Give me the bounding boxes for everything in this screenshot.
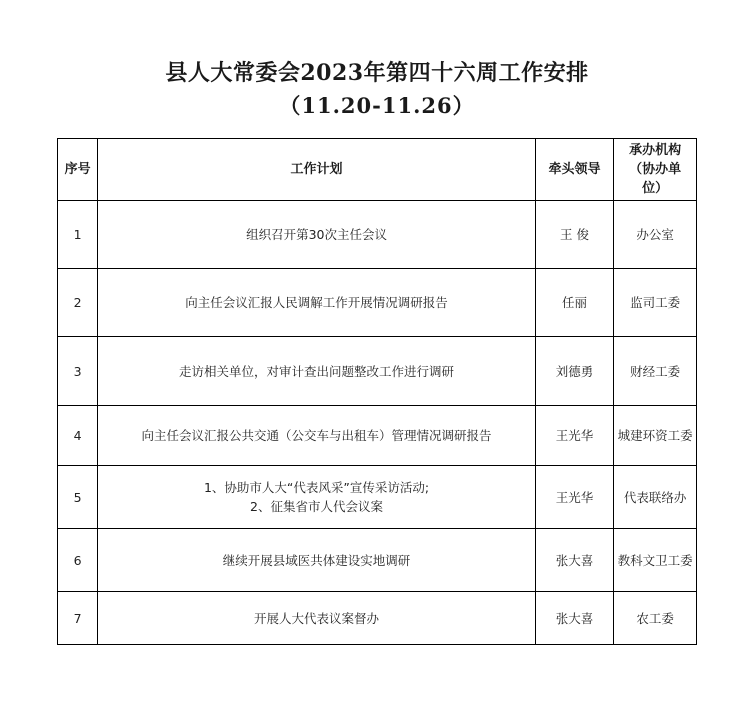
row-number: 1 — [58, 201, 98, 269]
row-leader: 王光华 — [535, 406, 614, 466]
row-leader: 张大喜 — [535, 592, 614, 645]
table-row — [58, 406, 697, 466]
row-leader: 王 俊 — [535, 201, 614, 269]
row-plan: 走访相关单位，对审计查出问题整改工作进行调研 — [98, 337, 535, 406]
table-row — [58, 337, 697, 406]
table-row — [58, 201, 697, 269]
row-number: 2 — [58, 269, 98, 337]
page-title: 县人大常委会2023年第四十六周工作安排 — [165, 60, 589, 86]
table-header-row — [58, 139, 697, 201]
row-leader: 刘德勇 — [535, 337, 614, 406]
row-plan: 向主任会议汇报人民调解工作开展情况调研报告 — [98, 269, 535, 337]
row-unit: 城建环资工委 — [614, 406, 697, 466]
header-leading-leader: 牵头领导 — [535, 139, 614, 201]
row-number: 6 — [58, 529, 98, 592]
work-schedule-table — [57, 138, 697, 645]
row-number: 4 — [58, 406, 98, 466]
date-range-subtitle: （11.20-11.26） — [279, 93, 475, 118]
row-unit: 监司工委 — [614, 269, 697, 337]
row-plan: 组织召开第30次主任会议 — [98, 201, 535, 269]
header-serial-number: 序号 — [58, 139, 98, 201]
row-leader: 张大喜 — [535, 529, 614, 592]
row-leader: 王光华 — [535, 466, 614, 529]
row-number: 3 — [58, 337, 98, 406]
table-row — [58, 592, 697, 645]
row-unit: 教科文卫工委 — [614, 529, 697, 592]
header-responsible-unit — [614, 139, 697, 201]
row-plan-line2: 2、征集省市人代会议案 — [250, 499, 383, 514]
row-plan: 开展人大代表议案督办 — [98, 592, 535, 645]
row-unit: 代表联络办 — [614, 466, 697, 529]
header-unit-line2: （协办单 — [629, 162, 682, 177]
table-row — [58, 529, 697, 592]
row-plan — [98, 466, 535, 529]
row-leader: 任丽 — [535, 269, 614, 337]
table-row — [58, 269, 697, 337]
row-number: 7 — [58, 592, 98, 645]
header-work-plan: 工作计划 — [98, 139, 535, 201]
table-row — [58, 466, 697, 529]
row-number: 5 — [58, 466, 98, 529]
row-plan-line1: 1、协助市人大“代表风采”宣传采访活动; — [203, 480, 430, 495]
row-plan: 向主任会议汇报公共交通（公交车与出租车）管理情况调研报告 — [98, 406, 535, 466]
row-unit: 农工委 — [614, 592, 697, 645]
header-unit-line1: 承办机构 — [629, 143, 682, 158]
row-unit: 办公室 — [614, 201, 697, 269]
row-plan: 继续开展县域医共体建设实地调研 — [98, 529, 535, 592]
header-unit-line3: 位） — [642, 181, 669, 196]
row-unit: 财经工委 — [614, 337, 697, 406]
